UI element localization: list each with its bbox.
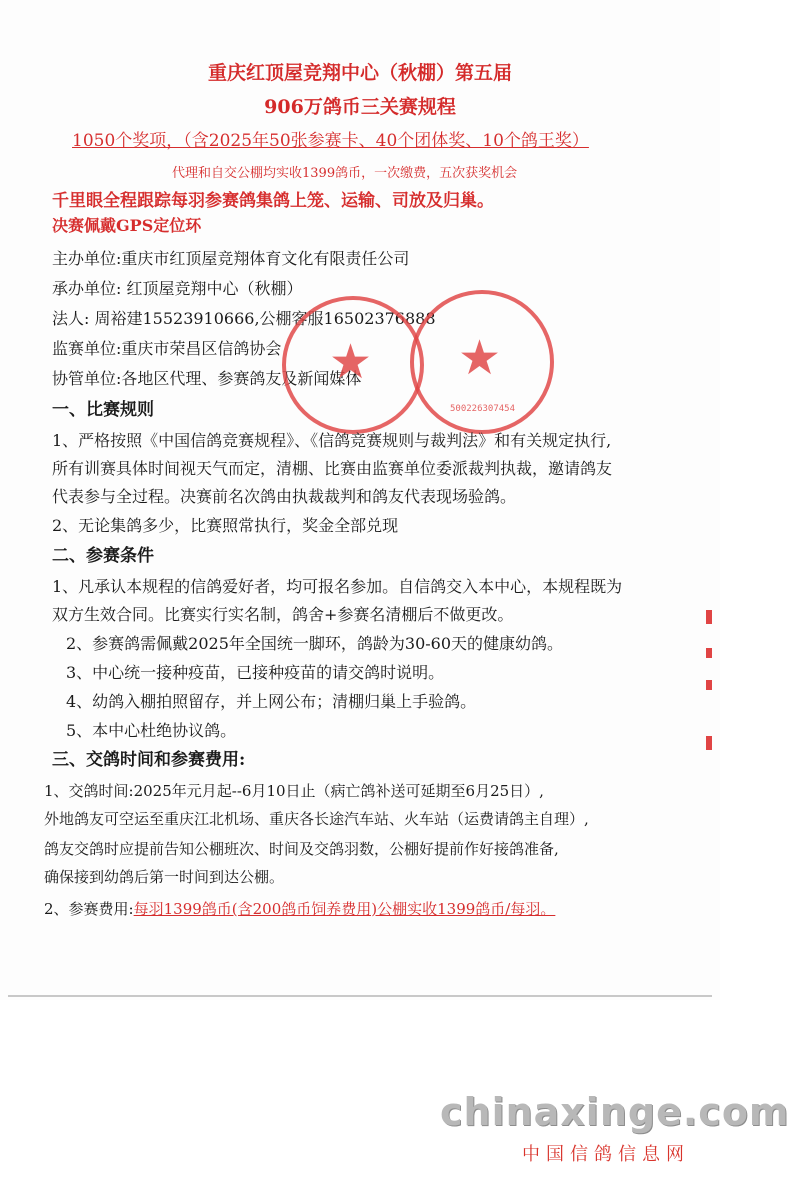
watermark-site: chinaxinge.com	[440, 1090, 790, 1134]
section3-p2-fee: 每羽1399鸽币(含200鸽币饲养费用)公棚实收1399鸽币/每羽。	[133, 900, 556, 918]
stamp-left	[282, 296, 424, 434]
info-supervisor: 监赛单位:重庆市荣昌区信鸽协会	[52, 339, 282, 358]
edge-mark	[706, 610, 712, 624]
star-icon: ★	[458, 330, 502, 386]
section3-p2-prefix: 2、参赛费用:	[44, 900, 134, 918]
info-host: 主办单位:重庆市红顶屋竞翔体育文化有限责任公司	[52, 249, 410, 268]
section3-p1-l1: 1、交鸽时间:2025年元月起--6月10日止（病亡鸽补送可延期至6月25日）,	[44, 782, 544, 800]
watermark-name: 中国信鸽信息网	[522, 1144, 690, 1165]
section1-heading: 一、比赛规则	[52, 400, 154, 420]
info-legal: 法人: 周裕建15523910666,公棚客服16502376888	[52, 309, 436, 328]
section1-p1-l2: 所有训赛具体时间视天气而定，清棚、比赛由监赛单位委派裁判执裁，邀请鸽友	[52, 459, 613, 478]
edge-mark	[706, 648, 712, 658]
section1-p1-l3: 代表参与全过程。决赛前名次鸽由执裁裁判和鸽友代表现场验鸽。	[52, 487, 517, 506]
tracking-line: 千里眼全程跟踪每羽参赛鸽集鸽上笼、运输、司放及归巢。	[52, 191, 494, 211]
document-title-line1: 重庆红顶屋竞翔中心（秋棚）第五届	[207, 62, 512, 84]
section3-heading: 三、交鸽时间和参赛费用:	[52, 750, 246, 770]
stamp-number: 500226307454	[450, 404, 516, 414]
stamp-right	[410, 290, 554, 434]
info-organizer: 承办单位: 红顶屋竞翔中心（秋棚）	[52, 279, 303, 298]
section1-p1-l1: 1、严格按照《中国信鸽竞赛规程》、《信鸽竞赛规则与裁判法》和有关规定执行,	[52, 431, 612, 450]
section2-p3: 3、中心统一接种疫苗，已接种疫苗的请交鸽时说明。	[66, 663, 445, 682]
edge-mark	[706, 736, 712, 750]
edge-mark	[706, 680, 712, 690]
section3-p1-l3: 鸽友交鸽时应提前告知公棚班次、时间及交鸽羽数，公棚好提前作好接鸽准备,	[44, 840, 559, 858]
section3-p1-l2: 外地鸽友可空运至重庆江北机场、重庆各长途汽车站、火车站（运费请鸽主自理）,	[44, 810, 589, 828]
gps-line: 决赛佩戴GPS定位环	[52, 216, 202, 235]
section2-p2: 2、参赛鸽需佩戴2025年全国统一脚环，鸽龄为30-60天的健康幼鸽。	[66, 634, 564, 653]
section2-p5: 5、本中心杜绝协议鸽。	[66, 721, 237, 740]
section3-p2	[44, 898, 555, 919]
document-title-line2: 906万鸽币三关赛规程	[264, 96, 456, 118]
section2-p4: 4、幼鸽入棚拍照留存，并上网公布；清棚归巢上手验鸽。	[66, 692, 477, 711]
awards-line: 1050个奖项，（含2025年50张参赛卡、40个团体奖、10个鸽王奖）	[72, 131, 589, 151]
section2-p1-l1: 1、凡承认本规程的信鸽爱好者，均可报名参加。自信鸽交入本中心，本规程既为	[52, 577, 623, 596]
section3-p1-l4: 确保接到幼鸽后第一时间到达公棚。	[44, 868, 285, 886]
section1-p2: 2、无论集鸽多少，比赛照常执行，奖金全部兑现	[52, 516, 399, 535]
info-coorganizer: 协管单位:各地区代理、参赛鸽友及新闻媒体	[52, 369, 362, 388]
section2-heading: 二、参赛条件	[52, 546, 154, 566]
star-icon: ★	[329, 334, 373, 390]
page-divider	[8, 995, 712, 997]
section2-p1-l2: 双方生效合同。比赛实行实名制，鸽舍+参赛名清棚后不做更改。	[52, 605, 514, 624]
fee-note: 代理和自交公棚均实收1399鸽币，一次缴费，五次获奖机会	[172, 166, 518, 181]
